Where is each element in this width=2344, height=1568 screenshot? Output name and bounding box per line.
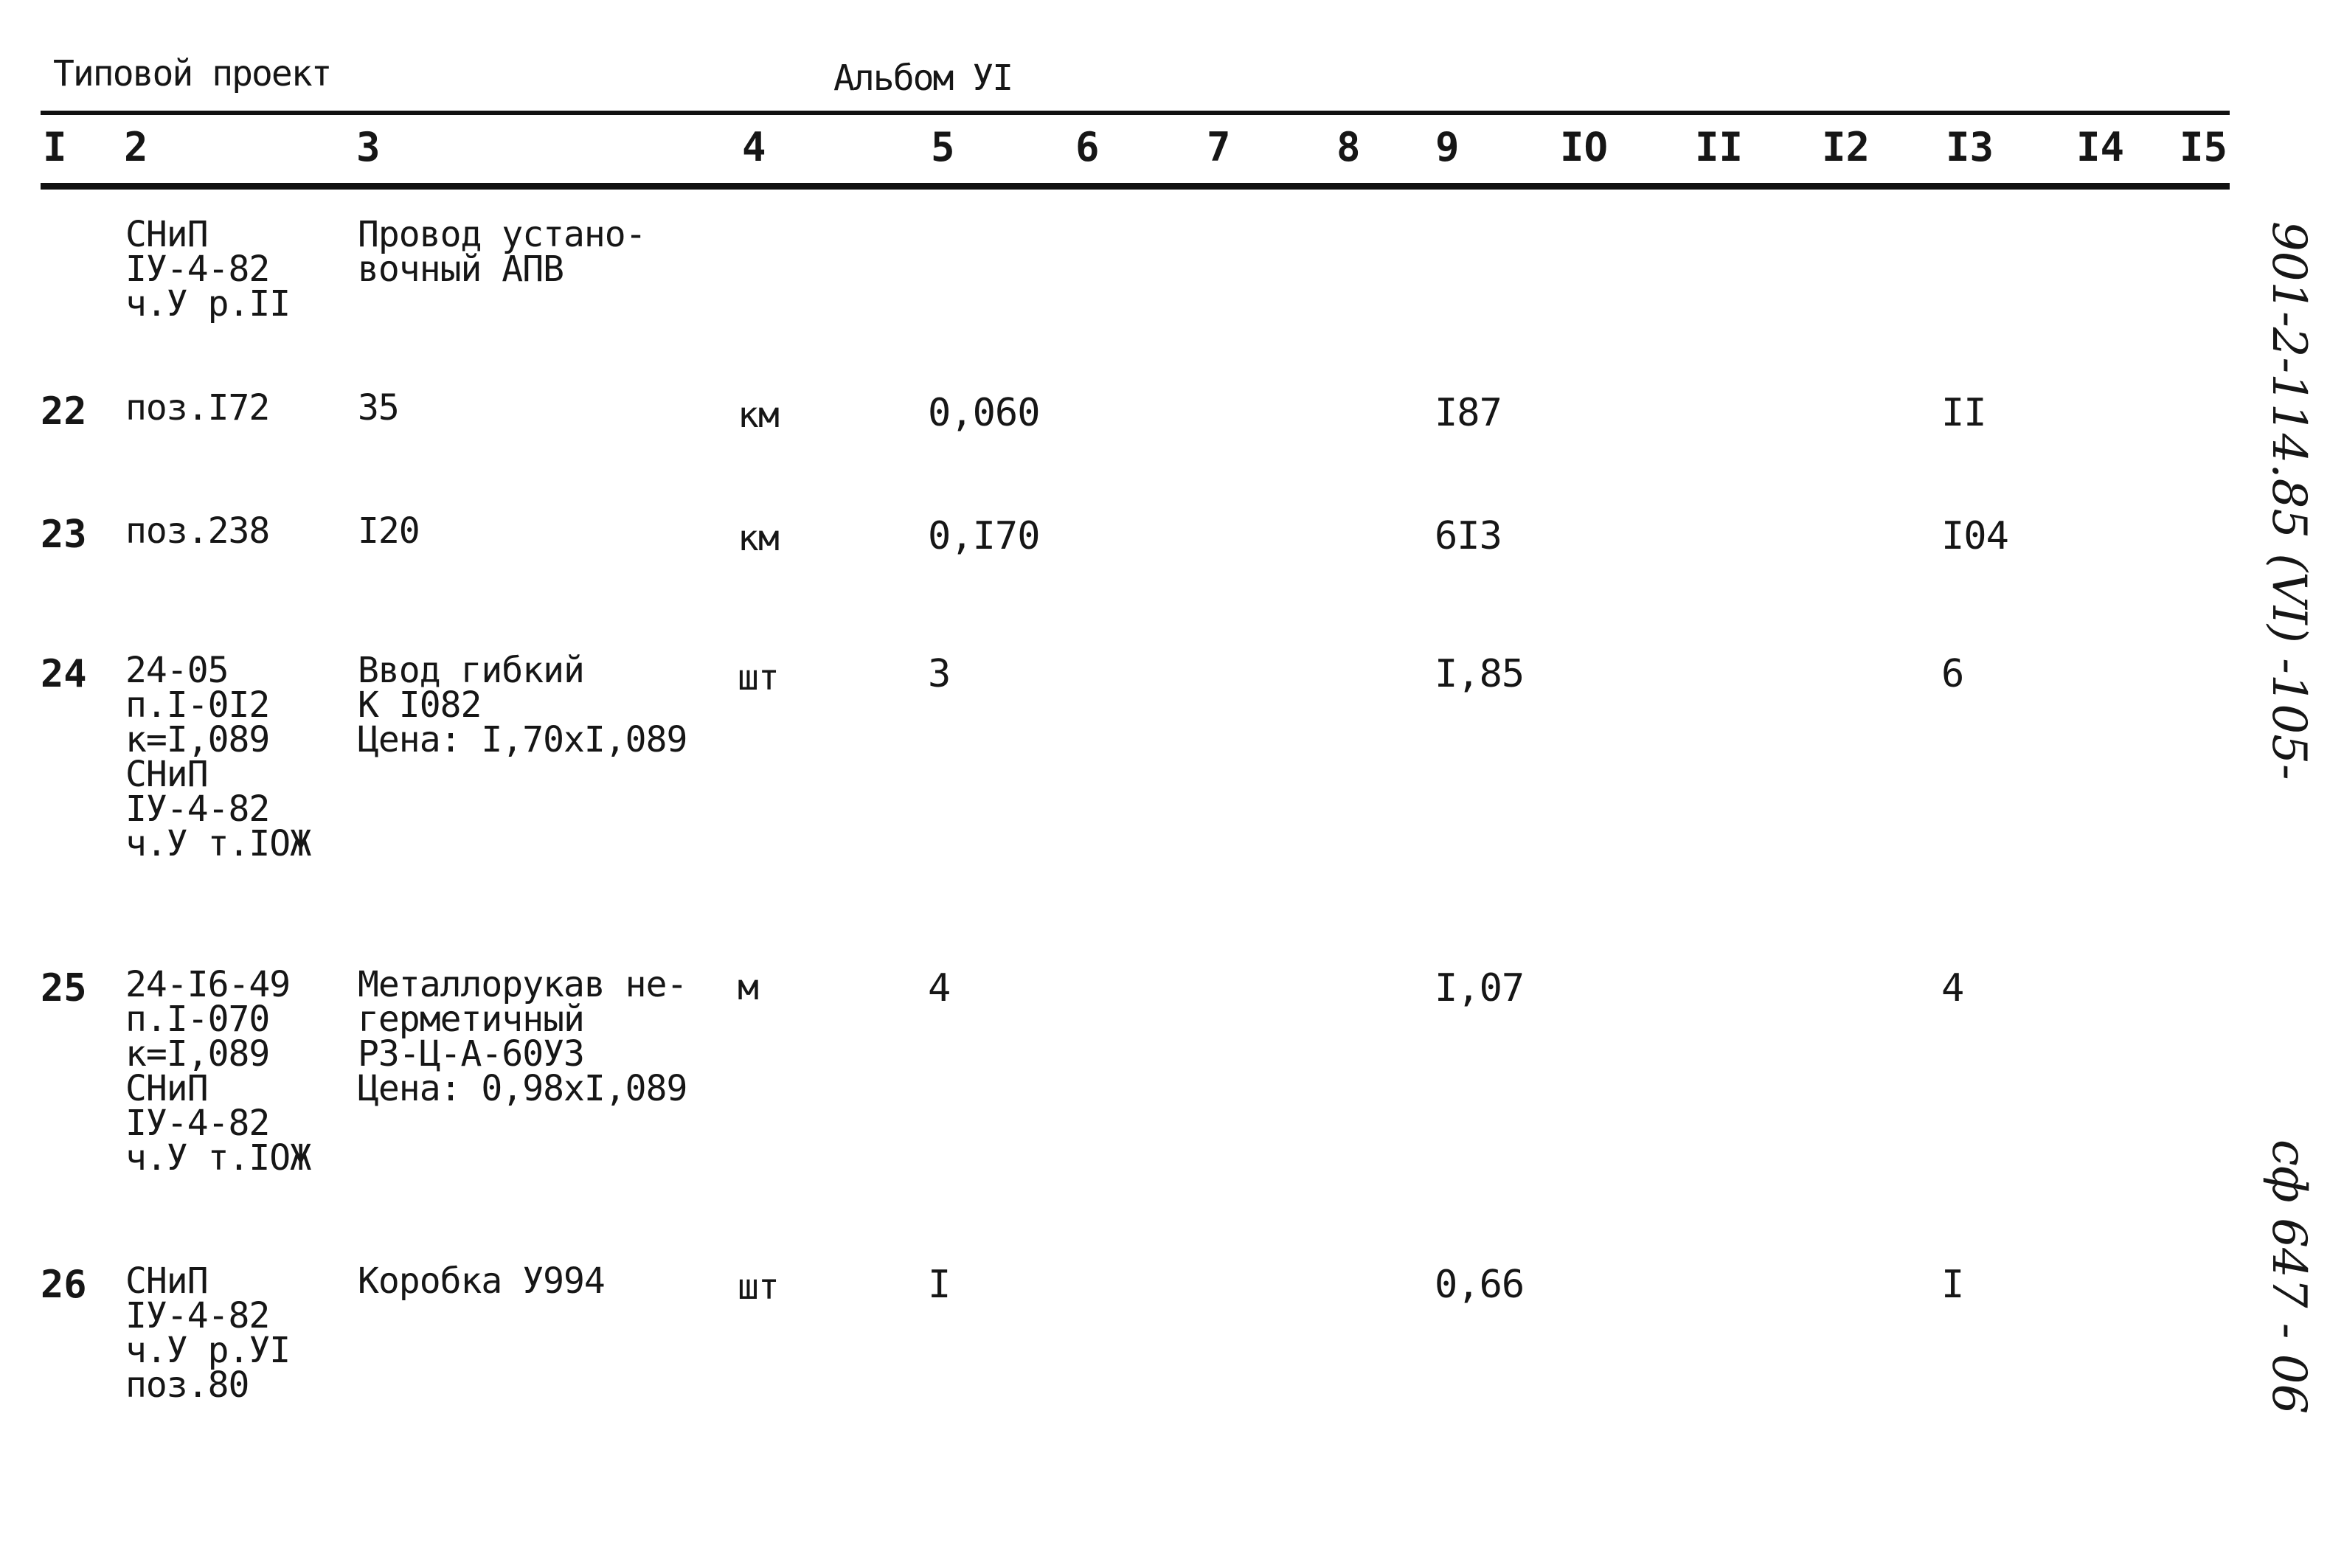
row-value-13: II	[1941, 391, 1986, 435]
column-number: 8	[1336, 124, 1361, 170]
column-number: II	[1695, 124, 1744, 170]
header-rule-top	[41, 111, 2230, 115]
column-number: 3	[356, 124, 381, 170]
row-value-9: 6I3	[1435, 514, 1502, 558]
header-rule-bottom	[41, 183, 2230, 190]
row-number: 23	[41, 513, 87, 557]
margin-note-sheet-code: сф 647 - 06	[2261, 1139, 2316, 1415]
row-name: Коробка У994	[358, 1260, 605, 1302]
row-value-13: 4	[1941, 966, 1964, 1010]
row-code: СНиП IУ-4-82 ч.У р.УI поз.80	[125, 1260, 291, 1406]
row-value-13: I	[1941, 1263, 1964, 1307]
row-unit: шт	[738, 1266, 779, 1308]
row-code: поз.238	[125, 510, 270, 552]
column-number: 5	[931, 124, 955, 170]
row-number: 26	[41, 1263, 87, 1307]
row-name: I20	[358, 510, 420, 552]
row-name: Провод устано- вочный АПВ	[358, 214, 646, 290]
row-value-13: I04	[1941, 514, 2008, 558]
row-code: 24-I6-49 п.I-070 к=I,089 СНиП IУ-4-82 ч.У т.IОЖ	[125, 964, 311, 1179]
row-value-13: 6	[1941, 652, 1964, 696]
project-label: Типовой проект	[53, 53, 331, 94]
row-code: СНиП IУ-4-82 ч.У р.II	[125, 214, 291, 325]
column-number: 9	[1435, 124, 1460, 170]
margin-note-document-code: 901-2-114.85 (VI) -105-	[2261, 221, 2316, 780]
row-value-9: I,85	[1435, 652, 1525, 696]
row-name: 35	[358, 387, 399, 429]
row-quantity: 0,I70	[928, 514, 1040, 558]
column-number: I2	[1822, 124, 1870, 170]
column-number: I	[43, 124, 67, 170]
column-number: IO	[1560, 124, 1609, 170]
column-number: 4	[742, 124, 766, 170]
album-label: Альбом УI	[833, 58, 1013, 99]
row-number: 22	[41, 389, 87, 434]
row-number: 24	[41, 652, 87, 696]
row-quantity: 3	[928, 652, 951, 696]
column-number: 7	[1207, 124, 1231, 170]
row-value-9: 0,66	[1435, 1263, 1525, 1307]
column-number: I4	[2076, 124, 2125, 170]
column-number: 6	[1075, 124, 1100, 170]
column-number: I5	[2180, 124, 2228, 170]
row-code: 24-05 п.I-0I2 к=I,089 СНиП IУ-4-82 ч.У т.IОЖ	[125, 650, 311, 864]
row-value-9: I87	[1435, 391, 1502, 435]
row-value-9: I,07	[1435, 966, 1525, 1010]
column-number: 2	[124, 124, 148, 170]
row-unit: м	[738, 967, 758, 1008]
row-name: Ввод гибкий К I082 Цена: I,70хI,089	[358, 650, 687, 760]
row-quantity: I	[928, 1263, 951, 1307]
row-quantity: 0,060	[928, 391, 1040, 435]
row-quantity: 4	[928, 966, 951, 1010]
row-unit: шт	[738, 657, 779, 698]
row-code: поз.I72	[125, 387, 270, 429]
row-name: Металлорукав не- герметичный РЗ-Ц-А-60УЗ Цена: 0,98хI,089	[358, 964, 687, 1109]
row-number: 25	[41, 966, 87, 1010]
row-unit: км	[738, 518, 779, 559]
column-number: I3	[1946, 124, 1994, 170]
row-unit: км	[738, 395, 779, 436]
